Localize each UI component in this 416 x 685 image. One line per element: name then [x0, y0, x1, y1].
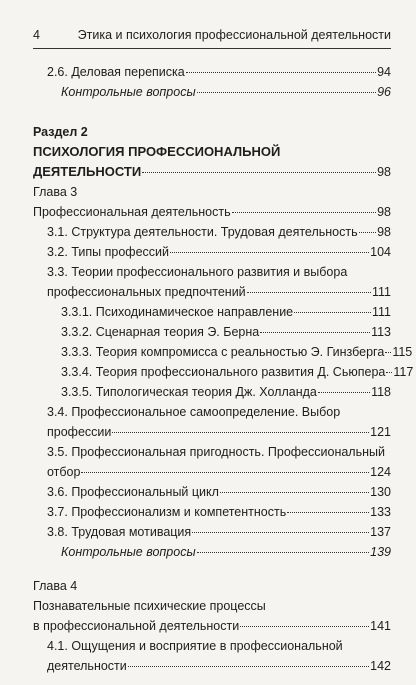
toc-entry-3-4-line1: 3.4. Профессиональное самоопределение. Выбор [47, 405, 341, 419]
toc-entry-chapter-4-line1: Познавательные психические процессы [33, 599, 266, 613]
toc-entry-3-3-3: 3.3.3. Теория компромисса с реальностью Э. Гинзберга 115 [61, 345, 413, 359]
toc-entry-chapter-4: в профессиональной деятельности 141 [33, 619, 391, 633]
toc-entry-4-1: деятельности 142 [47, 659, 391, 673]
toc-entry-3-8: 3.8. Трудовая мотивация 137 [47, 525, 391, 539]
toc-entry-3-5-line1: 3.5. Профессиональная пригодность. Профессиональный [47, 445, 385, 459]
page-number: 4 [33, 28, 40, 42]
toc-entry-3-1: 3.1. Структура деятельности. Трудовая деятельность 98 [47, 225, 391, 239]
toc-entry-3-3-line1: 3.3. Теории профессионального развития и выбора [47, 265, 348, 279]
toc-entry-3-2: 3.2. Типы профессий 104 [47, 245, 391, 259]
toc-entry-4-1-line1: 4.1. Ощущения и восприятие в профессиональной [47, 639, 343, 653]
running-title: Этика и психология профессиональной деятельности [77, 28, 391, 42]
running-header [33, 24, 391, 49]
toc-entry-3-3: профессиональных предпочтений 111 [47, 285, 391, 299]
toc-entry-3-3-2: 3.3.2. Сценарная теория Э. Берна 113 [61, 325, 391, 339]
toc-entry-3-5: отбор 124 [47, 465, 391, 479]
toc-entry-3-7: 3.7. Профессионализм и компетентность 133 [47, 505, 391, 519]
toc-entry-chapter-3: Профессиональная деятельность 98 [33, 205, 391, 219]
table-of-contents [33, 62, 414, 676]
section-title-line1: ПСИХОЛОГИЯ ПРОФЕССИОНАЛЬНОЙ [33, 144, 281, 159]
toc-entry-control-questions: Контрольные вопросы 139 [61, 545, 391, 559]
toc-entry-3-6: 3.6. Профессиональный цикл 130 [47, 485, 391, 499]
section-label: Раздел 2 [33, 125, 88, 139]
toc-entry-control-questions: Контрольные вопросы 96 [61, 85, 391, 99]
toc-entry-section-2: ДЕЯТЕЛЬНОСТИ 98 [33, 164, 391, 179]
toc-entry-3-3-4: 3.3.4. Теория профессионального развития Д. Сьюпера 117 [61, 365, 414, 379]
toc-entry-3-4: профессии 121 [47, 425, 391, 439]
toc-entry-3-3-1: 3.3.1. Психодинамическое направление 111 [61, 305, 391, 319]
toc-entry-2-6: 2.6. Деловая переписка 94 [47, 65, 391, 79]
chapter-label: Глава 3 [33, 185, 78, 199]
toc-entry-3-3-5: 3.3.5. Типологическая теория Дж. Холланда 118 [61, 385, 391, 399]
chapter-label: Глава 4 [33, 579, 78, 593]
